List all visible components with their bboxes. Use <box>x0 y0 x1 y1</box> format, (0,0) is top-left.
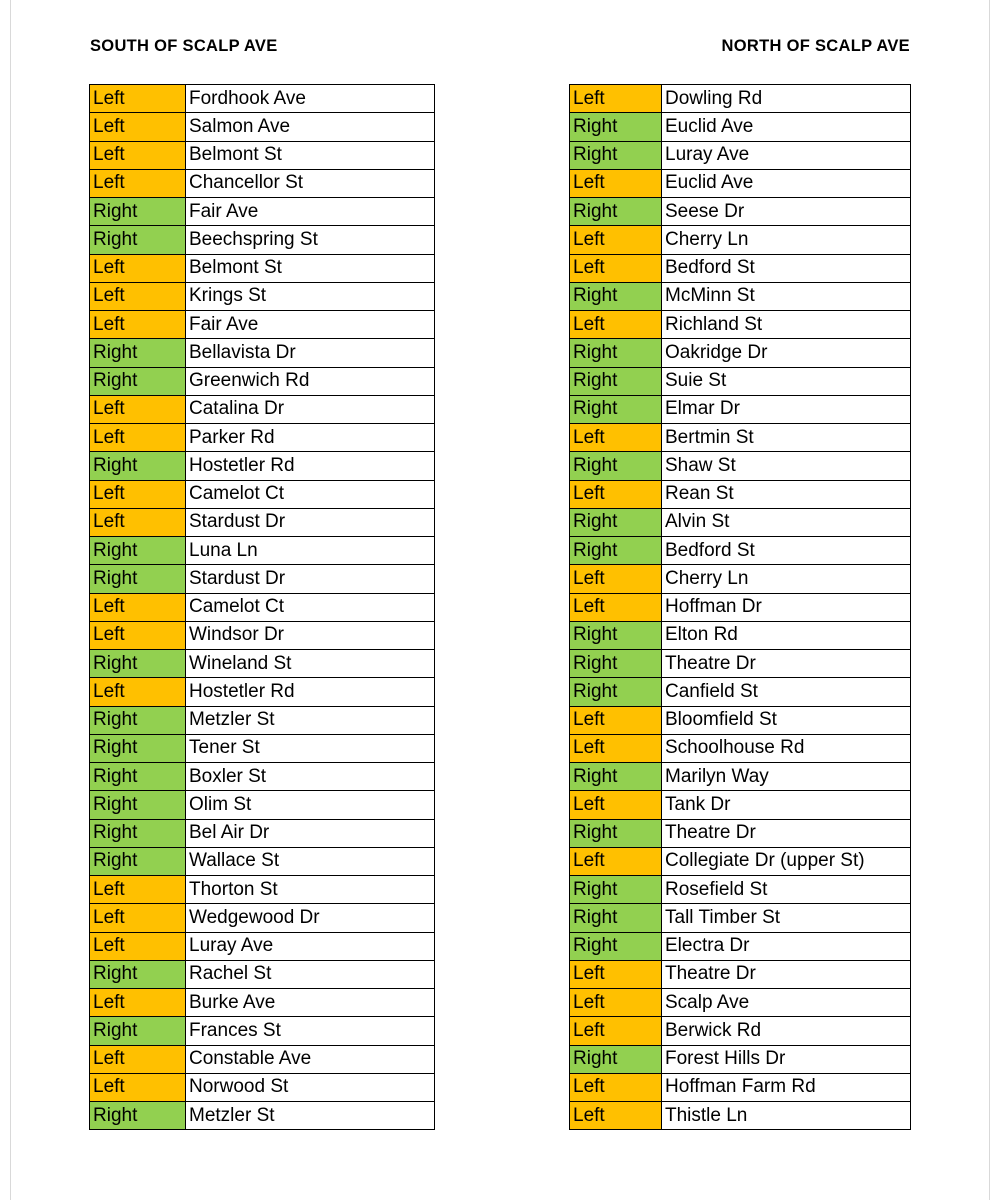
north-heading: NORTH OF SCALP AVE <box>721 37 910 55</box>
document-page <box>10 0 990 1200</box>
table-row <box>90 1102 435 1130</box>
street-name-cell: Thistle Ln <box>662 1102 911 1130</box>
turn-direction-cell: Left <box>570 989 662 1017</box>
table-row <box>90 621 435 649</box>
street-name-cell: Fair Ave <box>186 311 435 339</box>
turn-direction-cell: Right <box>570 452 662 480</box>
street-name-cell: Alvin St <box>662 508 911 536</box>
table-row <box>570 226 911 254</box>
street-name-cell: Bel Air Dr <box>186 819 435 847</box>
turn-direction-cell: Right <box>90 452 186 480</box>
table-row <box>570 1045 911 1073</box>
table-row <box>90 876 435 904</box>
turn-direction-cell: Left <box>90 678 186 706</box>
table-row <box>570 989 911 1017</box>
turn-direction-cell: Right <box>90 198 186 226</box>
street-name-cell: Bellavista Dr <box>186 339 435 367</box>
turn-direction-cell: Right <box>570 876 662 904</box>
turn-direction-cell: Right <box>570 508 662 536</box>
street-name-cell: Electra Dr <box>662 932 911 960</box>
table-row <box>570 1073 911 1101</box>
turn-direction-cell: Left <box>90 932 186 960</box>
street-name-cell: Canfield St <box>662 678 911 706</box>
turn-direction-cell: Right <box>90 706 186 734</box>
street-name-cell: Collegiate Dr (upper St) <box>662 847 911 875</box>
table-row <box>90 1017 435 1045</box>
turn-direction-cell: Left <box>90 876 186 904</box>
turn-direction-cell: Right <box>90 1102 186 1130</box>
turn-direction-cell: Left <box>570 1017 662 1045</box>
table-row <box>90 85 435 113</box>
table-row <box>90 113 435 141</box>
street-name-cell: Constable Ave <box>186 1045 435 1073</box>
turn-direction-cell: Left <box>90 1073 186 1101</box>
table-row <box>90 311 435 339</box>
table-row <box>90 480 435 508</box>
street-name-cell: Elmar Dr <box>662 395 911 423</box>
turn-direction-cell: Left <box>90 480 186 508</box>
table-row <box>570 254 911 282</box>
turn-direction-cell: Right <box>90 734 186 762</box>
table-row <box>570 650 911 678</box>
street-name-cell: Stardust Dr <box>186 508 435 536</box>
turn-direction-cell: Right <box>90 960 186 988</box>
table-row <box>90 339 435 367</box>
street-name-cell: Tener St <box>186 734 435 762</box>
street-name-cell: Stardust Dr <box>186 565 435 593</box>
table-row <box>570 169 911 197</box>
street-name-cell: Hoffman Farm Rd <box>662 1073 911 1101</box>
table-row <box>90 565 435 593</box>
street-name-cell: Rean St <box>662 480 911 508</box>
street-name-cell: Norwood St <box>186 1073 435 1101</box>
turn-direction-cell: Right <box>570 763 662 791</box>
table-row <box>90 593 435 621</box>
table-row <box>570 593 911 621</box>
turn-direction-cell: Left <box>90 593 186 621</box>
table-row <box>570 480 911 508</box>
table-row <box>570 198 911 226</box>
turn-direction-cell: Left <box>90 508 186 536</box>
street-name-cell: Windsor Dr <box>186 621 435 649</box>
street-name-cell: Tall Timber St <box>662 904 911 932</box>
table-row <box>570 819 911 847</box>
turn-direction-cell: Right <box>570 819 662 847</box>
street-name-cell: Rosefield St <box>662 876 911 904</box>
table-row <box>90 226 435 254</box>
table-row <box>570 678 911 706</box>
street-name-cell: Elton Rd <box>662 621 911 649</box>
table-row <box>90 169 435 197</box>
street-name-cell: Bloomfield St <box>662 706 911 734</box>
turn-direction-cell: Right <box>90 847 186 875</box>
table-row <box>570 424 911 452</box>
table-row <box>570 282 911 310</box>
turn-direction-cell: Left <box>90 141 186 169</box>
turn-direction-cell: Right <box>90 339 186 367</box>
table-row <box>90 904 435 932</box>
street-name-cell: Camelot Ct <box>186 480 435 508</box>
turn-direction-cell: Left <box>570 254 662 282</box>
turn-direction-cell: Right <box>570 198 662 226</box>
table-row <box>570 791 911 819</box>
street-name-cell: Bedford St <box>662 254 911 282</box>
turn-direction-cell: Right <box>90 1017 186 1045</box>
turn-direction-cell: Left <box>570 593 662 621</box>
street-name-cell: Luray Ave <box>662 141 911 169</box>
table-row <box>570 395 911 423</box>
south-route-table <box>89 84 435 1130</box>
turn-direction-cell: Left <box>570 791 662 819</box>
turn-direction-cell: Left <box>90 113 186 141</box>
table-row <box>90 819 435 847</box>
street-name-cell: Cherry Ln <box>662 565 911 593</box>
table-row <box>90 508 435 536</box>
table-row <box>570 311 911 339</box>
turn-direction-cell: Right <box>90 763 186 791</box>
turn-direction-cell: Right <box>90 226 186 254</box>
turn-direction-cell: Left <box>570 424 662 452</box>
table-row <box>90 282 435 310</box>
north-route-table <box>569 84 911 1130</box>
street-name-cell: Suie St <box>662 367 911 395</box>
street-name-cell: Wedgewood Dr <box>186 904 435 932</box>
turn-direction-cell: Left <box>570 960 662 988</box>
table-row <box>570 565 911 593</box>
table-row <box>570 537 911 565</box>
turn-direction-cell: Left <box>90 621 186 649</box>
table-row <box>90 452 435 480</box>
street-name-cell: Metzler St <box>186 1102 435 1130</box>
turn-direction-cell: Left <box>90 254 186 282</box>
street-name-cell: Richland St <box>662 311 911 339</box>
street-name-cell: Theatre Dr <box>662 819 911 847</box>
street-name-cell: Bertmin St <box>662 424 911 452</box>
table-row <box>90 989 435 1017</box>
turn-direction-cell: Right <box>90 650 186 678</box>
turn-direction-cell: Right <box>570 1045 662 1073</box>
street-name-cell: Thorton St <box>186 876 435 904</box>
table-row <box>90 141 435 169</box>
turn-direction-cell: Right <box>570 113 662 141</box>
street-name-cell: Luna Ln <box>186 537 435 565</box>
table-row <box>570 876 911 904</box>
street-name-cell: Olim St <box>186 791 435 819</box>
table-row <box>90 254 435 282</box>
turn-direction-cell: Left <box>570 734 662 762</box>
turn-direction-cell: Right <box>570 904 662 932</box>
street-name-cell: Belmont St <box>186 141 435 169</box>
street-name-cell: Tank Dr <box>662 791 911 819</box>
table-row <box>90 537 435 565</box>
table-row <box>570 1017 911 1045</box>
table-row <box>570 706 911 734</box>
turn-direction-cell: Left <box>570 847 662 875</box>
street-name-cell: Burke Ave <box>186 989 435 1017</box>
street-name-cell: Beechspring St <box>186 226 435 254</box>
table-row <box>90 960 435 988</box>
table-row <box>90 650 435 678</box>
turn-direction-cell: Left <box>570 1102 662 1130</box>
table-row <box>90 734 435 762</box>
street-name-cell: Forest Hills Dr <box>662 1045 911 1073</box>
table-row <box>570 113 911 141</box>
turn-direction-cell: Left <box>90 85 186 113</box>
street-name-cell: Fordhook Ave <box>186 85 435 113</box>
table-row <box>570 621 911 649</box>
street-name-cell: Fair Ave <box>186 198 435 226</box>
street-name-cell: Greenwich Rd <box>186 367 435 395</box>
turn-direction-cell: Right <box>570 395 662 423</box>
street-name-cell: Marilyn Way <box>662 763 911 791</box>
turn-direction-cell: Left <box>570 169 662 197</box>
table-row <box>570 367 911 395</box>
table-row <box>90 395 435 423</box>
table-row <box>90 198 435 226</box>
street-name-cell: Camelot Ct <box>186 593 435 621</box>
street-name-cell: Theatre Dr <box>662 960 911 988</box>
table-row <box>570 847 911 875</box>
turn-direction-cell: Right <box>570 141 662 169</box>
table-row <box>90 706 435 734</box>
street-name-cell: Rachel St <box>186 960 435 988</box>
turn-direction-cell: Left <box>570 226 662 254</box>
street-name-cell: Euclid Ave <box>662 113 911 141</box>
table-row <box>90 367 435 395</box>
turn-direction-cell: Left <box>570 706 662 734</box>
turn-direction-cell: Right <box>90 537 186 565</box>
table-row <box>570 452 911 480</box>
table-row <box>570 763 911 791</box>
turn-direction-cell: Right <box>90 367 186 395</box>
table-row <box>90 1073 435 1101</box>
street-name-cell: Salmon Ave <box>186 113 435 141</box>
turn-direction-cell: Right <box>570 367 662 395</box>
table-row <box>90 932 435 960</box>
street-name-cell: Frances St <box>186 1017 435 1045</box>
street-name-cell: Luray Ave <box>186 932 435 960</box>
street-name-cell: Euclid Ave <box>662 169 911 197</box>
table-row <box>90 791 435 819</box>
street-name-cell: Krings St <box>186 282 435 310</box>
street-name-cell: Theatre Dr <box>662 650 911 678</box>
table-row <box>90 424 435 452</box>
table-row <box>570 734 911 762</box>
turn-direction-cell: Left <box>90 282 186 310</box>
street-name-cell: Chancellor St <box>186 169 435 197</box>
table-row <box>90 678 435 706</box>
turn-direction-cell: Right <box>570 537 662 565</box>
table-row <box>570 904 911 932</box>
street-name-cell: Hoffman Dr <box>662 593 911 621</box>
turn-direction-cell: Right <box>570 621 662 649</box>
street-name-cell: Belmont St <box>186 254 435 282</box>
turn-direction-cell: Left <box>90 395 186 423</box>
street-name-cell: Seese Dr <box>662 198 911 226</box>
street-name-cell: Parker Rd <box>186 424 435 452</box>
turn-direction-cell: Right <box>90 565 186 593</box>
table-row <box>90 1045 435 1073</box>
turn-direction-cell: Left <box>90 424 186 452</box>
turn-direction-cell: Right <box>570 932 662 960</box>
street-name-cell: Wineland St <box>186 650 435 678</box>
street-name-cell: Scalp Ave <box>662 989 911 1017</box>
table-row <box>570 141 911 169</box>
street-name-cell: Oakridge Dr <box>662 339 911 367</box>
street-name-cell: Berwick Rd <box>662 1017 911 1045</box>
table-row <box>570 932 911 960</box>
street-name-cell: Metzler St <box>186 706 435 734</box>
turn-direction-cell: Right <box>570 339 662 367</box>
turn-direction-cell: Left <box>570 565 662 593</box>
street-name-cell: Hostetler Rd <box>186 678 435 706</box>
turn-direction-cell: Right <box>570 678 662 706</box>
street-name-cell: Wallace St <box>186 847 435 875</box>
table-row <box>570 85 911 113</box>
turn-direction-cell: Right <box>570 282 662 310</box>
table-row <box>570 1102 911 1130</box>
turn-direction-cell: Left <box>90 1045 186 1073</box>
turn-direction-cell: Right <box>90 791 186 819</box>
turn-direction-cell: Left <box>570 1073 662 1101</box>
turn-direction-cell: Left <box>90 311 186 339</box>
street-name-cell: Shaw St <box>662 452 911 480</box>
street-name-cell: Cherry Ln <box>662 226 911 254</box>
street-name-cell: Boxler St <box>186 763 435 791</box>
turn-direction-cell: Left <box>90 989 186 1017</box>
street-name-cell: Bedford St <box>662 537 911 565</box>
turn-direction-cell: Left <box>90 904 186 932</box>
street-name-cell: Catalina Dr <box>186 395 435 423</box>
turn-direction-cell: Left <box>570 311 662 339</box>
table-row <box>90 847 435 875</box>
table-row <box>570 339 911 367</box>
street-name-cell: McMinn St <box>662 282 911 310</box>
south-heading: SOUTH OF SCALP AVE <box>90 37 278 55</box>
table-row <box>570 508 911 536</box>
street-name-cell: Dowling Rd <box>662 85 911 113</box>
street-name-cell: Schoolhouse Rd <box>662 734 911 762</box>
turn-direction-cell: Left <box>90 169 186 197</box>
street-name-cell: Hostetler Rd <box>186 452 435 480</box>
turn-direction-cell: Right <box>90 819 186 847</box>
turn-direction-cell: Left <box>570 480 662 508</box>
turn-direction-cell: Left <box>570 85 662 113</box>
table-row <box>570 960 911 988</box>
table-row <box>90 763 435 791</box>
turn-direction-cell: Right <box>570 650 662 678</box>
